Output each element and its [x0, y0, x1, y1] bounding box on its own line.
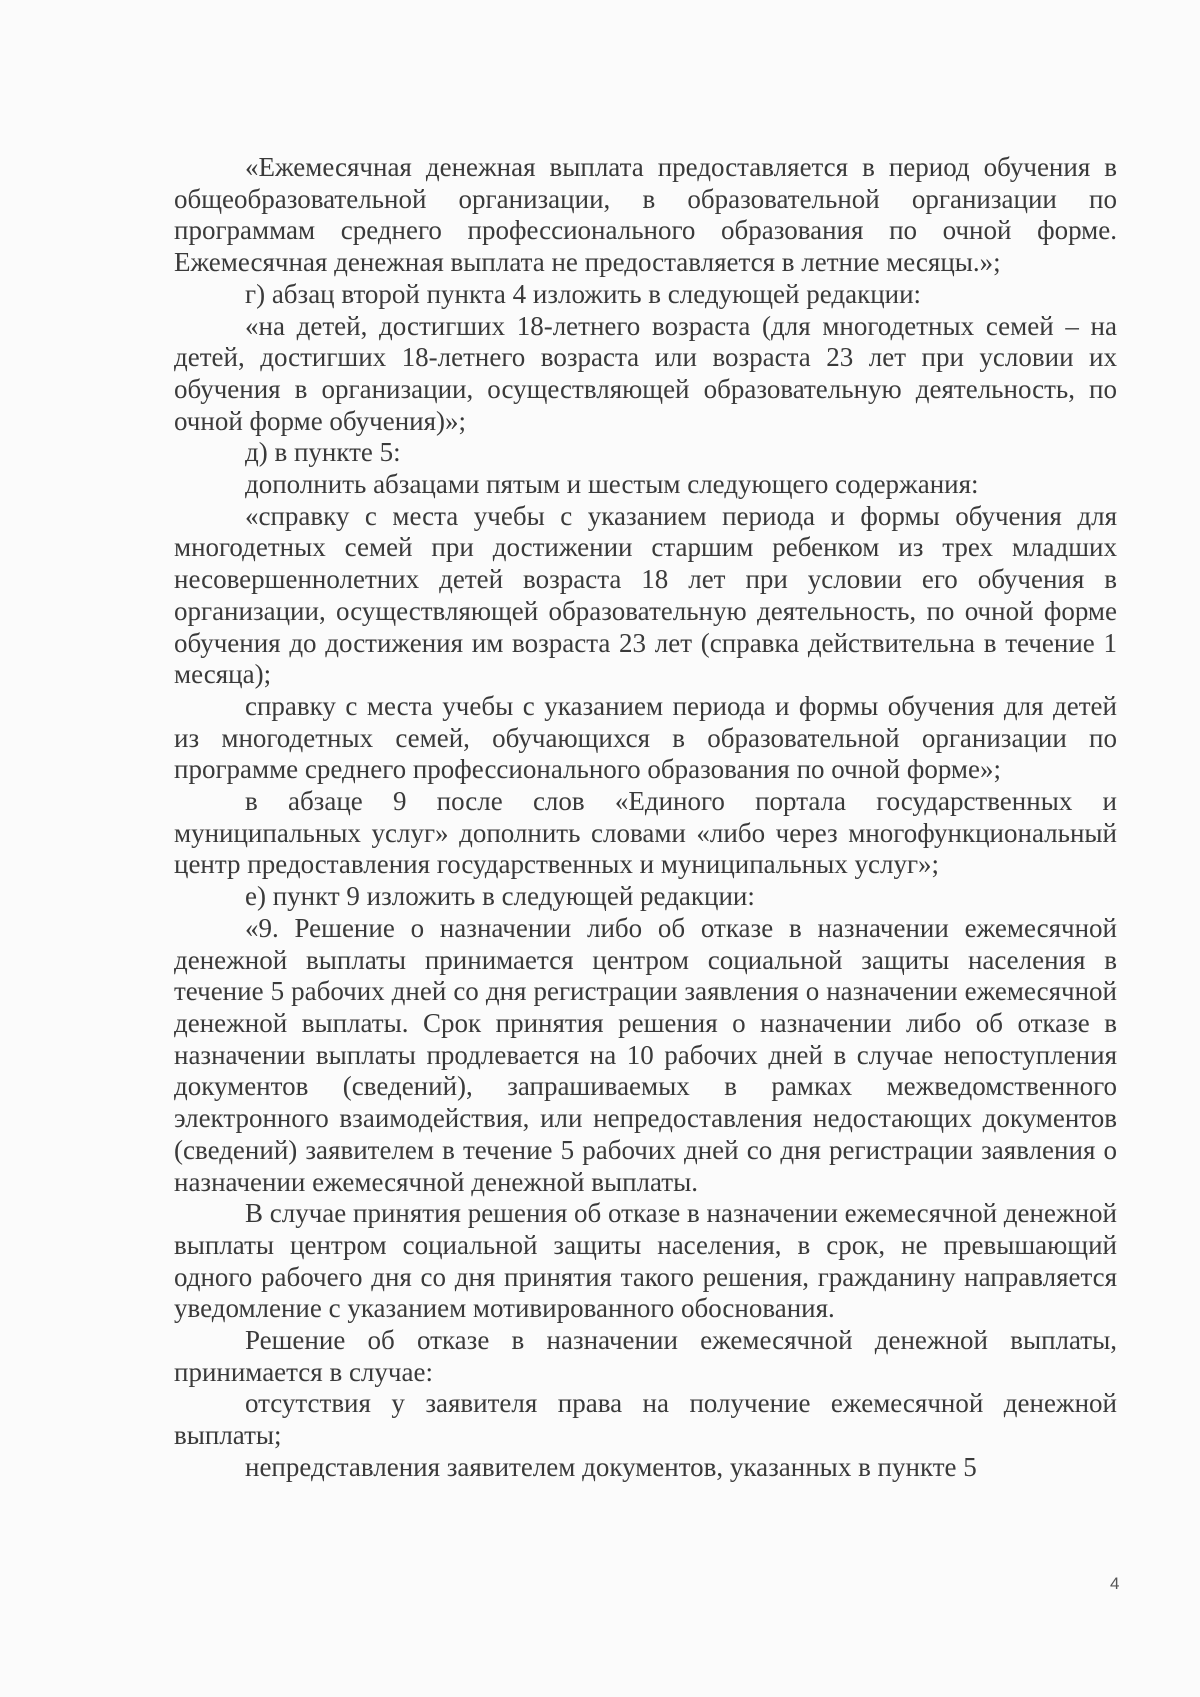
paragraph-no-right: отсутствия у заявителя права на получение ежемесячной денежной выплаты; [174, 1388, 1117, 1451]
document-body [174, 152, 1117, 1484]
paragraph-add-clauses: дополнить абзацами пятым и шестым следующего содержания: [245, 469, 979, 500]
paragraph-study-certificate-large-families: «справку с места учебы с указанием периода и формы обучения для многодетных семей при достижении старшим ребенком из трех младших несовершеннолетних детей возраста 18 лет при условии его обучения в организации, осуществляющей образовательную деятельность, по очной форме обучения до достижения им возраста 23 лет (справка действительна в течение 1 месяца); [174, 500, 1117, 690]
page-number: 4 [1110, 1574, 1120, 1593]
paragraph-clause-9-amendment: в абзаце 9 после слов «Единого портала государственных и муниципальных услуг» дополнить словами «либо через многофункциональный центр предоставления государственных и муниципальных услуг»; [174, 786, 1117, 880]
paragraph-item-g: г) абзац второй пункта 4 изложить в следующей редакции: [245, 278, 922, 309]
paragraph-study-certificate-children: справку с места учебы с указанием периода и формы обучения для детей из многодетных семей, обучающихся в образовательной организации по программе среднего профессионального образования по очной форме»; [174, 690, 1117, 785]
paragraph-refusal-notice: В случае принятия решения об отказе в назначении ежемесячной денежной выплаты центром социальной защиты населения, в срок, не превышающий одного рабочего дня со дня принятия такого решения, гражданину направляется уведомление с указанием мотивированного обоснования. [174, 1198, 1118, 1324]
paragraph-monthly-payment-period: «Ежемесячная денежная выплата предоставляется в период обучения в общеобразовательной организации, в образовательной организации по программам среднего профессионального образования по очной форме. Ежемесячная денежная выплата не предоставляется в летние месяцы.»; [174, 152, 1117, 278]
paragraph-item-d: д) в пункте 5: [245, 437, 401, 468]
paragraph-children-18: «на детей, достигших 18-летнего возраста (для многодетных семей – на детей, достигших 18-летнего возраста или возраста 23 лет при условии их обучения в организации, осуществляющей образовательную деятельность, по очной форме обучения)»; [174, 310, 1117, 436]
paragraph-decision-terms: «9. Решение о назначении либо об отказе в назначении ежемесячной денежной выплаты принимается центром социальной защиты населения в течение 5 рабочих дней со дня регистрации заявления о назначении ежемесячной денежной выплаты. Срок принятия решения о назначении либо об отказе в назначении выплаты продлевается на 10 рабочих дней в случае непоступления документов (сведений), запрашиваемых в рамках межведомственного электронного взаимодействия, или непредоставления недостающих документов (сведений) заявителем в течение 5 рабочих дней со дня регистрации заявления о назначении ежемесячной денежной выплаты. [174, 912, 1117, 1197]
paragraph-refusal-cases: Решение об отказе в назначении ежемесячной денежной выплаты, принимается в случае: [174, 1325, 1117, 1387]
paragraph-missing-documents: непредставления заявителем документов, указанных в пункте 5 [245, 1451, 977, 1482]
paragraph-item-e: е) пункт 9 изложить в следующей редакции: [245, 881, 755, 912]
